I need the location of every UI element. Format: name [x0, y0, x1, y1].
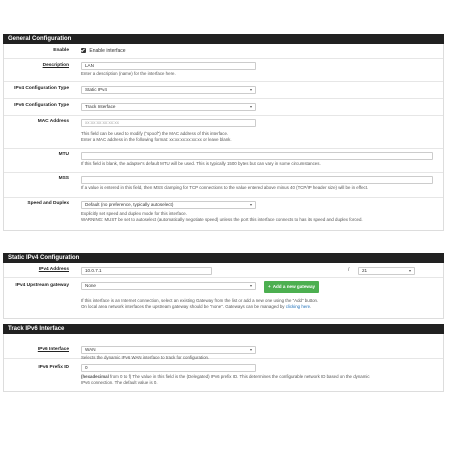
ipv4-upstream-gateway-label: IPv4 Upstream gateway: [15, 283, 69, 288]
ipv4-address-input[interactable]: 10.0.7.1: [81, 267, 212, 275]
ipv6-prefix-id-label: IPv6 Prefix ID: [38, 365, 69, 370]
enable-interface-checkbox[interactable]: [81, 48, 86, 53]
enable-interface-label: Enable interface: [89, 48, 126, 54]
general-configuration-panel: [3, 34, 444, 231]
plus-icon: +: [268, 284, 271, 289]
mtu-help: If this field is blank, the adapter's default MTU will be used. This is typically 1500 bytes but can vary in some circumstances.: [81, 161, 321, 166]
ipv6-configuration-type-label: IPv6 Configuration Type: [14, 103, 69, 108]
ipv6-prefix-id-default-help: IPv6 connection. The default value is 0.: [81, 380, 158, 385]
speed-and-duplex-help: Explicitly set speed and duplex mode for this interface.: [81, 211, 187, 216]
mss-help: If a value is entered in this field, then MSS clamping for TCP connections to the value entered above minus 40 (TCP/IP header size) will be in effect.: [81, 185, 369, 190]
ipv4-upstream-gateway-select[interactable]: None: [81, 282, 256, 290]
ipv4-configuration-type-label: IPv4 Configuration Type: [14, 86, 69, 91]
speed-and-duplex-select[interactable]: Default (no preference, typically autoselect): [81, 201, 256, 209]
track-ipv6-panel: [3, 324, 444, 392]
clicking-here-link[interactable]: clicking here: [285, 304, 311, 309]
cidr-separator: /: [348, 267, 350, 273]
ipv6-interface-help: Selects the dynamic IPv6 WAN interface to track for configuration.: [81, 355, 210, 360]
mtu-input[interactable]: [81, 152, 433, 160]
ipv4-upstream-gateway-help: If this interface is an Internet connection, select an existing Gateway from the list or add a new one using the "Add" button.: [81, 298, 319, 303]
ipv4-cidr-select[interactable]: 21: [358, 267, 415, 275]
track-ipv6-heading: Track IPv6 Interface: [3, 324, 444, 334]
mtu-label: MTU: [58, 152, 69, 157]
static-ipv4-heading: Static IPv4 Configuration: [3, 253, 444, 263]
add-new-gateway-button[interactable]: + Add a new gateway: [264, 281, 319, 293]
static-ipv4-panel: [3, 253, 444, 319]
ipv4-address-label: IPv4 Address: [38, 267, 69, 272]
mac-address-format-help: Enter a MAC address in the following format: xx:xx:xx:xx:xx:xx or leave blank.: [81, 137, 232, 142]
mac-address-label: MAC Address: [37, 119, 69, 124]
ipv4-configuration-type-select[interactable]: Static IPv4: [81, 86, 256, 94]
ipv6-prefix-id-help: (hexadecimal from 0 to f) The value in this field is the (Delegated) IPv6 prefix ID. This determines the configurable network ID based on the dynamic: [81, 374, 370, 379]
description-help: Enter a description (name) for the interface here.: [81, 71, 176, 76]
speed-and-duplex-label: Speed and Duplex: [27, 201, 69, 206]
mss-label: MSS: [58, 176, 69, 181]
speed-and-duplex-warning: WARNING: MUST be set to autoselect (automatically negotiate speed) unless the port this interface connects to has its speed and duplex forced.: [81, 217, 363, 222]
mss-input[interactable]: [81, 176, 433, 184]
mac-address-help: This field can be used to modify ("spoof") the MAC address of this interface.: [81, 131, 229, 136]
ipv6-configuration-type-select[interactable]: Track Interface: [81, 103, 256, 111]
mac-address-input[interactable]: xx:xx:xx:xx:xx:xx: [81, 119, 256, 127]
ipv6-prefix-id-input[interactable]: 0: [81, 364, 256, 372]
description-label: Description: [42, 63, 69, 68]
description-input[interactable]: LAN: [81, 62, 256, 70]
ipv6-interface-label: IPv6 Interface: [37, 347, 69, 352]
ipv6-interface-select[interactable]: WAN: [81, 346, 256, 354]
enable-label: Enable: [53, 48, 69, 53]
general-configuration-heading: General Configuration: [3, 34, 444, 44]
ipv4-upstream-gateway-lan-help: On local area network interfaces the upstream gateway should be "none". Gateways can be managed by clicking here.: [81, 304, 312, 309]
